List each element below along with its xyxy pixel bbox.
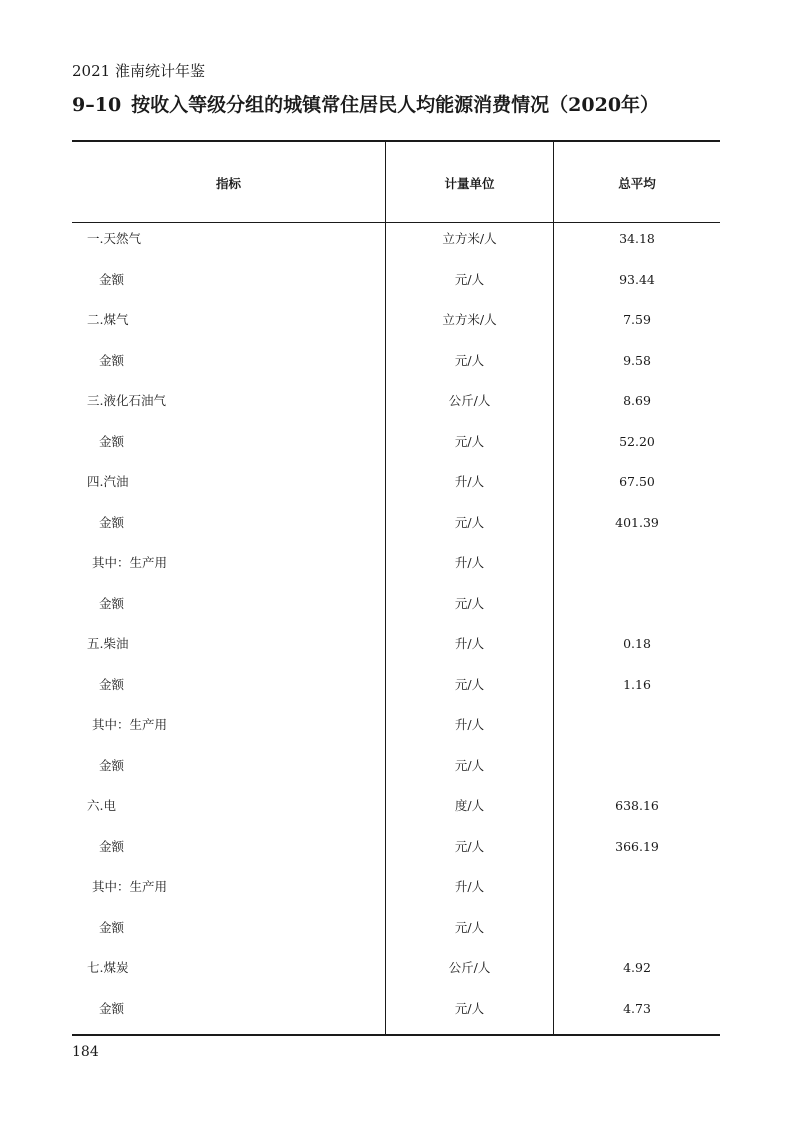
table-row [72, 229, 720, 270]
unit-cell: 度/人 [454, 798, 485, 813]
indicator-cell: 四.汽油 [87, 474, 129, 489]
indicator-cell: 金额 [99, 1000, 125, 1016]
table-row [72, 918, 720, 959]
unit-cell: 元/人 [454, 514, 485, 530]
table-row [72, 270, 720, 311]
indicator-cell: 金额 [99, 433, 125, 449]
table-row [72, 513, 720, 554]
indicator-cell: 金额 [99, 838, 125, 854]
column-header-average: 总平均 [618, 176, 656, 191]
table-row [72, 594, 720, 635]
unit-cell: 升/人 [454, 474, 485, 489]
indicator-cell: 金额 [99, 919, 125, 935]
table-number: 9–10 [72, 94, 122, 116]
table-title [72, 90, 659, 117]
table-row [72, 715, 720, 756]
average-value-cell: 638.16 [615, 798, 659, 813]
indicator-cell: 五.柴油 [87, 636, 129, 651]
table-row [72, 472, 720, 513]
unit-cell: 元/人 [454, 919, 485, 935]
table-row [72, 877, 720, 918]
column-header-indicator: 指标 [215, 176, 241, 191]
yearbook-header: 2021 淮南统计年鉴 [72, 62, 205, 80]
average-value-cell: 52.20 [619, 433, 655, 449]
average-value-cell: 1.16 [623, 676, 651, 692]
average-value-cell: 8.69 [623, 393, 651, 408]
table-row [72, 796, 720, 837]
table-row [72, 351, 720, 392]
table-row [72, 634, 720, 675]
indicator-cell: 金额 [99, 595, 125, 611]
indicator-cell: 二.煤气 [87, 312, 129, 327]
indicator-cell: 其中：生产用 [92, 879, 168, 894]
table-row [72, 310, 720, 351]
unit-cell: 升/人 [454, 717, 485, 732]
indicator-cell: 金额 [99, 352, 125, 368]
indicator-cell: 金额 [99, 271, 125, 287]
page-number: 184 [72, 1044, 99, 1060]
energy-consumption-table [72, 140, 720, 1036]
indicator-cell: 其中：生产用 [92, 555, 168, 570]
average-value-cell: 4.92 [623, 960, 651, 975]
average-value-cell: 9.58 [623, 352, 651, 368]
indicator-cell: 一.天然气 [87, 231, 141, 246]
unit-cell: 升/人 [454, 555, 485, 570]
average-value-cell: 0.18 [623, 636, 651, 651]
table-header-row [72, 142, 720, 223]
unit-cell: 公斤/人 [448, 393, 491, 408]
average-value-cell: 7.59 [623, 312, 651, 327]
average-value-cell: 4.73 [623, 1000, 651, 1016]
table-row [72, 837, 720, 878]
unit-cell: 元/人 [454, 352, 485, 368]
column-header-unit: 计量单位 [444, 176, 495, 191]
indicator-cell: 金额 [99, 676, 125, 692]
indicator-cell: 其中：生产用 [92, 717, 168, 732]
average-value-cell: 93.44 [619, 271, 655, 287]
table-row [72, 553, 720, 594]
unit-cell: 立方米/人 [442, 312, 497, 327]
average-value-cell: 67.50 [619, 474, 655, 489]
indicator-cell: 三.液化石油气 [87, 393, 166, 408]
indicator-cell: 金额 [99, 757, 125, 773]
table-row [72, 675, 720, 716]
unit-cell: 立方米/人 [442, 231, 497, 246]
unit-cell: 元/人 [454, 433, 485, 449]
unit-cell: 升/人 [454, 879, 485, 894]
table-row [72, 432, 720, 473]
average-value-cell: 401.39 [615, 514, 659, 530]
table-row [72, 958, 720, 999]
unit-cell: 元/人 [454, 676, 485, 692]
indicator-cell: 七.煤炭 [87, 960, 129, 975]
table-row [72, 756, 720, 797]
table-title-text: 按收入等级分组的城镇常住居民人均能源消费情况（2020年） [131, 94, 660, 116]
unit-cell: 升/人 [454, 636, 485, 651]
average-value-cell: 366.19 [615, 838, 659, 854]
table-row [72, 999, 720, 1040]
unit-cell: 元/人 [454, 1000, 485, 1016]
unit-cell: 元/人 [454, 271, 485, 287]
unit-cell: 元/人 [454, 757, 485, 773]
unit-cell: 公斤/人 [448, 960, 491, 975]
indicator-cell: 金额 [99, 514, 125, 530]
unit-cell: 元/人 [454, 595, 485, 611]
table-row [72, 391, 720, 432]
unit-cell: 元/人 [454, 838, 485, 854]
average-value-cell: 34.18 [619, 231, 655, 246]
indicator-cell: 六.电 [87, 798, 116, 813]
